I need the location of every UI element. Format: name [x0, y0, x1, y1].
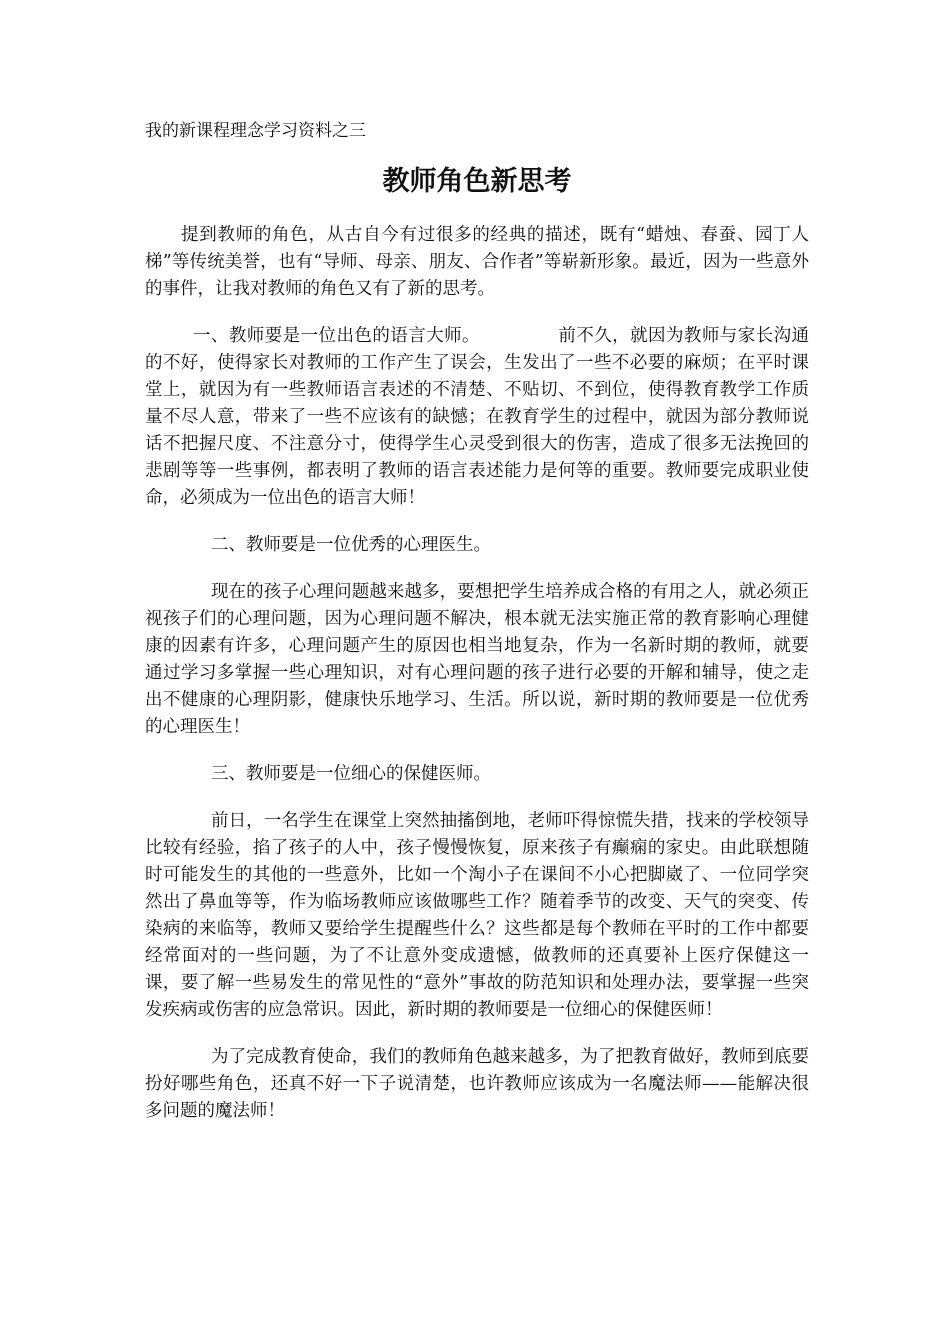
- section-2-body: 现在的孩子心理问题越来越多，要想把学生培养成合格的有用之人，就必须正视孩子们的心理问题，因为心理问题不解决，根本就无法实施正常的教育影响心理健康的因素有许多，心理问题产生的原因也相当地复杂，作为一名新时期的教师，就要通过学习多掌握一些心理知识，对有心理问题的孩子进行必要的开解和辅导，使之走出不健康的心理阴影，健康快乐地学习、生活。所以说，新时期的教师要是一位优秀的心理医生！: [145, 582, 809, 737]
- series-label: 我的新课程理念学习资料之三: [145, 121, 366, 141]
- section-3-body: 前日，一名学生在课堂上突然抽搐倒地，老师吓得惊慌失措，找来的学校领导比较有经验，掐了孩子的人中，孩子慢慢恢复，原来孩子有癫痫的家史。由此联想随时可能发生的其他的一些意外，比如一个淘小子在课间不小心把脚崴了、一位同学突然出了鼻血等等，作为临场教师应该做哪些工作？随着季节的改变、天气的突变、传染病的来临等，教师又要给学生提醒些什么？这些都是每个教师在平时的工作中都要经常面对的一些问题，为了不让意外变成遗憾，做教师的还真要补上医疗保健这一课，要了解一些易发生的常见性的“意外”事故的防范知识和处理办法，要掌握一些突发疾病或伤害的应急常识。因此，新时期的教师要是一位细心的保健医师！: [145, 811, 809, 1020]
- section-1-paragraph: [145, 323, 809, 512]
- section-1-heading: 一、教师要是一位出色的语言大师。: [193, 326, 480, 346]
- section-3-heading: 三、教师要是一位细心的保健医师。: [211, 764, 491, 784]
- conclusion-paragraph: 为了完成教育使命，我们的教师角色越来越多，为了把教育做好，教师到底要扮好哪些角色，还真不好一下子说清楚，也许教师应该成为一名魔法师——能解决很多问题的魔法师！: [145, 1047, 809, 1121]
- intro-paragraph: 提到教师的角色，从古自今有过很多的经典的描述，既有“蜡烛、春蚕、园丁人梯”等传统美誉，也有“导师、母亲、朋友、合作者”等崭新形象。最近，因为一些意外的事件，让我对教师的角色又有了新的思考。: [145, 225, 809, 299]
- section-1-body: 前不久，就因为教师与家长沟通的不好，使得家长对教师的工作产生了误会，生发出了一些不必要的麻烦；在平时课堂上，就因为有一些教师语言表述的不清楚、不贴切、不到位，使得教育教学工作质量不尽人意，带来了一些不应该有的缺憾；在教育学生的过程中，就因为部分教师说话不把握尺度、不注意分寸，使得学生心灵受到很大的伤害，造成了很多无法挽回的悲剧等等一些事例，都表明了教师的语言表述能力是何等的重要。教师要完成职业使命，必须成为一位出色的语言大师！: [145, 326, 810, 508]
- document-body: [145, 118, 809, 1145]
- document-title: 教师角色新思考: [382, 166, 572, 197]
- section-2-heading: 二、教师要是一位优秀的心理医生。: [211, 535, 491, 555]
